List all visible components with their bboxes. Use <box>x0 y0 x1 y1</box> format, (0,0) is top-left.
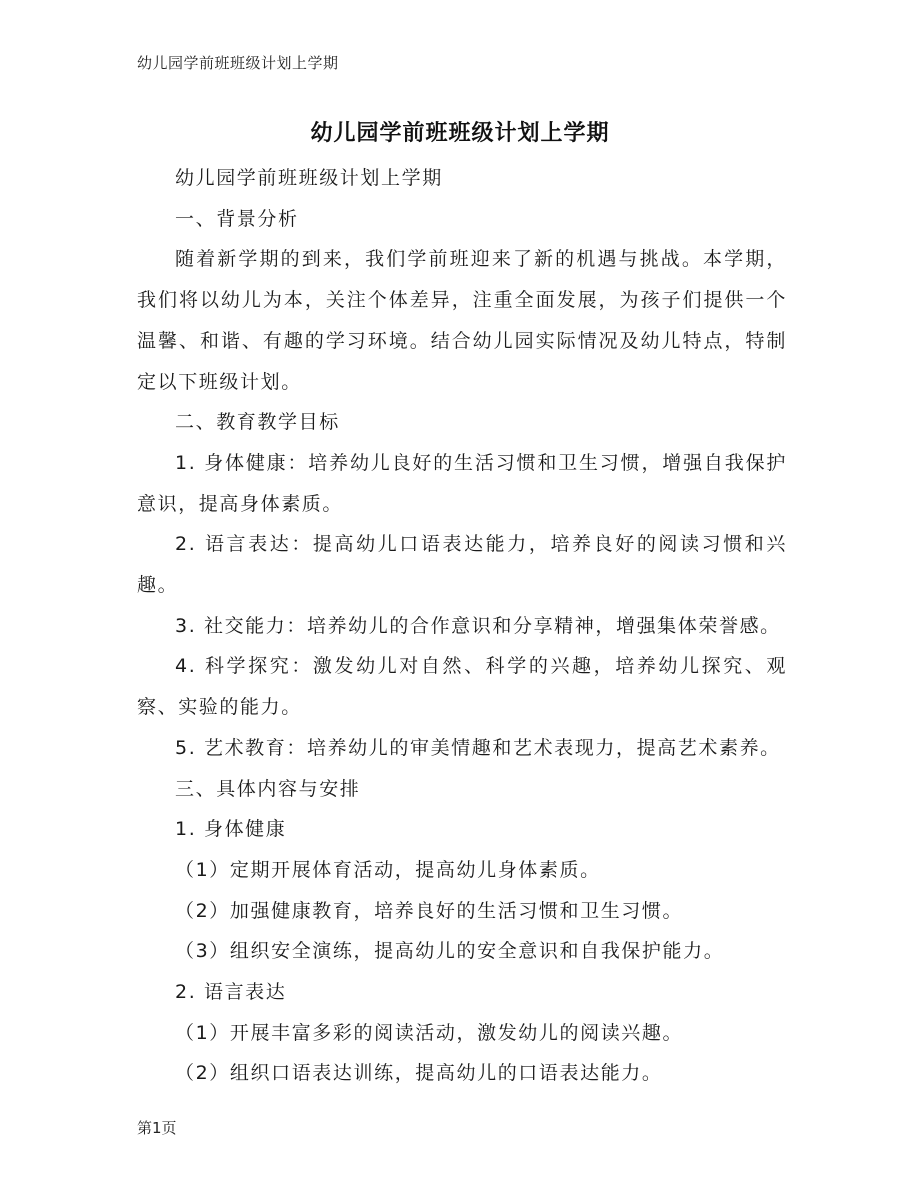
list-item: （2）加强健康教育，培养良好的生活习惯和卫生习惯。 <box>175 899 684 922</box>
document-body <box>137 158 787 1094</box>
paragraph-background: 随着新学期的到来，我们学前班迎来了新的机遇与挑战。本学期，我们将以幼儿为本，关注个体差异，注重全面发展，为孩子们提供一个温馨、和谐、有趣的学习环境。结合幼儿园实际情况及幼儿特点，特制定以下班级计划。 <box>137 248 787 393</box>
paragraph-subtitle: 幼儿园学前班班级计划上学期 <box>175 167 443 189</box>
page-number: 第1页 <box>137 1119 177 1137</box>
section-heading-goals: 二、教育教学目标 <box>175 411 340 434</box>
running-header: 幼儿园学前班班级计划上学期 <box>137 54 339 72</box>
section-heading-background: 一、背景分析 <box>175 207 299 230</box>
list-item: （3）组织安全演练，提高幼儿的安全意识和自我保护能力。 <box>175 940 725 963</box>
document-title: 幼儿园学前班班级计划上学期 <box>310 121 610 146</box>
goal-item-5: 5. 艺术教育：培养幼儿的审美情趣和艺术表现力，提高艺术素养。 <box>175 736 781 759</box>
subsection-heading-health: 1. 身体健康 <box>175 818 287 841</box>
goal-item-4: 4. 科学探究：激发幼儿对自然、科学的兴趣，培养幼儿探究、观察、实验的能力。 <box>137 655 787 719</box>
goal-item-2: 2. 语言表达：提高幼儿口语表达能力，培养良好的阅读习惯和兴趣。 <box>137 533 787 597</box>
section-heading-content: 三、具体内容与安排 <box>175 777 361 800</box>
goal-item-3: 3. 社交能力：培养幼儿的合作意识和分享精神，增强集体荣誉感。 <box>175 614 781 637</box>
list-item: （1）定期开展体育活动，提高幼儿身体素质。 <box>175 858 601 881</box>
goal-item-1: 1. 身体健康：培养幼儿良好的生活习惯和卫生习惯，增强自我保护意识，提高身体素质。 <box>137 451 787 515</box>
list-item: （1）开展丰富多彩的阅读活动，激发幼儿的阅读兴趣。 <box>175 1021 684 1044</box>
list-item: （2）组织口语表达训练，提高幼儿的口语表达能力。 <box>175 1062 663 1085</box>
subsection-heading-language: 2. 语言表达 <box>175 981 287 1004</box>
